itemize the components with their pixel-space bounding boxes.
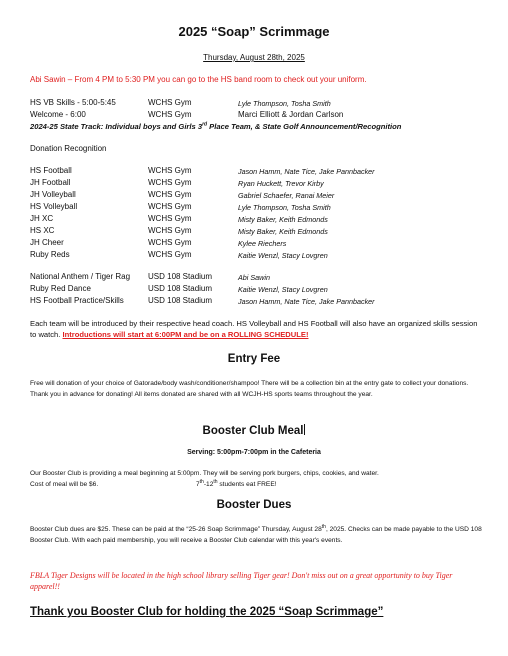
stadium-event: National Anthem / Tiger Rag	[30, 272, 131, 281]
introductions-paragraph	[30, 318, 482, 340]
donation-team: HS Football	[30, 166, 72, 175]
ordinal-suffix: th	[321, 523, 326, 530]
meal-cost: Cost of meal will be $6.	[30, 481, 99, 488]
introductions-schedule-note: Introductions will start at 6:00PM and be on a ROLLING SCHEDULE!	[62, 330, 309, 339]
donation-team: JH XC	[30, 214, 54, 223]
ordinal-suffix: th	[199, 478, 204, 485]
thank-you-booster-club: Thank you Booster Club for holding the 2025 “Soap Scrimmage”	[30, 606, 384, 618]
donation-people: Kylee Riechers	[238, 239, 287, 248]
dues-text: Booster Club dues are $25. These can be paid at the “25-26 Soap Scrimmage” Thursday, August 28	[30, 526, 322, 533]
ordinal-suffix: rd	[202, 121, 208, 128]
donation-team: JH Cheer	[30, 238, 64, 247]
donation-location: WCHS Gym	[148, 166, 192, 175]
ordinal-suffix: th	[213, 478, 218, 485]
serving-time: Serving: 5:00pm-7:00pm in the Cafeteria	[187, 449, 321, 456]
donation-heading: Donation Recognition	[30, 144, 107, 153]
schedule-event: Welcome - 6:00	[30, 110, 86, 119]
schedule-people: Lyle Thompson, Tosha Smith	[238, 99, 331, 108]
donation-team: HS XC	[30, 226, 55, 235]
entry-fee-text: Free will donation of your choice of Gatorade/body wash/conditioner/shampoo! There will be a collection bin at the entry gate to collect your donations. Thank you in advance for donating! All items donated are shared with all WCJH-HS sports teams throughout the year.	[30, 380, 469, 398]
donation-location: WCHS Gym	[148, 226, 192, 235]
stadium-location: USD 108 Stadium	[148, 272, 213, 281]
donation-location: WCHS Gym	[148, 178, 192, 187]
donation-people: Misty Baker, Keith Edmonds	[238, 215, 328, 224]
meal-text-line-1: Our Booster Club is providing a meal beginning at 5:00pm. They will be serving pork burgers, chips, cookies, and water.	[30, 470, 379, 477]
donation-people: Misty Baker, Keith Edmonds	[238, 227, 328, 236]
entry-fee-heading: Entry Fee	[227, 353, 281, 365]
stadium-location: USD 108 Stadium	[148, 296, 213, 305]
schedule-event: HS VB Skills - 5:00-5:45	[30, 98, 116, 107]
state-line-text: Place Team, & State Golf Announcement/Recognition	[207, 122, 402, 131]
state-recognition-line	[30, 122, 401, 131]
stadium-people: Jason Hamm, Nate Tice, Jake Pannbacker	[238, 297, 375, 306]
donation-people: Jason Hamm, Nate Tice, Jake Pannbacker	[238, 167, 375, 176]
donation-team: JH Volleyball	[30, 190, 76, 199]
donation-team: Ruby Reds	[30, 250, 70, 259]
students-free-text: students eat FREE!	[217, 481, 277, 488]
grade-start: 7	[196, 481, 200, 488]
schedule-location: WCHS Gym	[148, 98, 192, 107]
stadium-event: Ruby Red Dance	[30, 284, 91, 293]
event-date: Thursday, August 28th, 2025	[203, 53, 305, 62]
dues-text: , 2025. Checks can be made payable to the USD 108 Booster Club. With each paid membership, you will receive a Booster Club calendar with this year's events.	[30, 526, 482, 544]
stadium-people: Kaitie Wenzl, Stacy Lovgren	[238, 285, 328, 294]
meal-students-free	[196, 479, 277, 490]
uniform-notice: Abi Sawin – From 4 PM to 5:30 PM you can go to the HS band room to check out your uniform.	[30, 75, 367, 84]
schedule-people: Marci Elliott & Jordan Carlson	[238, 110, 344, 119]
donation-people: Kaitie Wenzl, Stacy Lovgren	[238, 251, 328, 260]
donation-team: JH Football	[30, 178, 71, 187]
donation-people: Lyle Thompson, Tosha Smith	[238, 203, 331, 212]
booster-dues-heading: Booster Dues	[216, 499, 292, 511]
stadium-people: Abi Sawin	[238, 273, 270, 282]
stadium-event: HS Football Practice/Skills	[30, 296, 124, 305]
donation-location: WCHS Gym	[148, 190, 192, 199]
introductions-text: Each team will be introduced by their respective head coach. HS Volleyball and HS Football will also have an organized skills session to watch.	[30, 319, 478, 339]
page-title: 2025 “Soap” Scrimmage	[178, 24, 330, 39]
donation-location: WCHS Gym	[148, 250, 192, 259]
donation-location: WCHS Gym	[148, 238, 192, 247]
donation-location: WCHS Gym	[148, 202, 192, 211]
text-cursor	[304, 424, 305, 435]
booster-meal-heading-text: Booster Club Meal	[202, 425, 304, 437]
booster-meal-heading	[0, 424, 508, 437]
schedule-location: WCHS Gym	[148, 110, 192, 119]
state-line-text: 2024-25 State Track: Individual boys and Girls 3	[30, 122, 203, 131]
booster-dues-text	[30, 524, 482, 546]
donation-team: HS Volleyball	[30, 202, 78, 211]
stadium-location: USD 108 Stadium	[148, 284, 213, 293]
donation-people: Gabriel Schaefer, Ranai Meier	[238, 191, 335, 200]
donation-location: WCHS Gym	[148, 214, 192, 223]
donation-people: Ryan Huckett, Trevor Kirby	[238, 179, 324, 188]
grade-end: -12	[203, 481, 214, 488]
fbla-tiger-designs-notice: FBLA Tiger Designs will be located in the high school library selling Tiger gear! Don't miss out on a great opportunity to buy Tiger apparel!!	[30, 571, 453, 591]
